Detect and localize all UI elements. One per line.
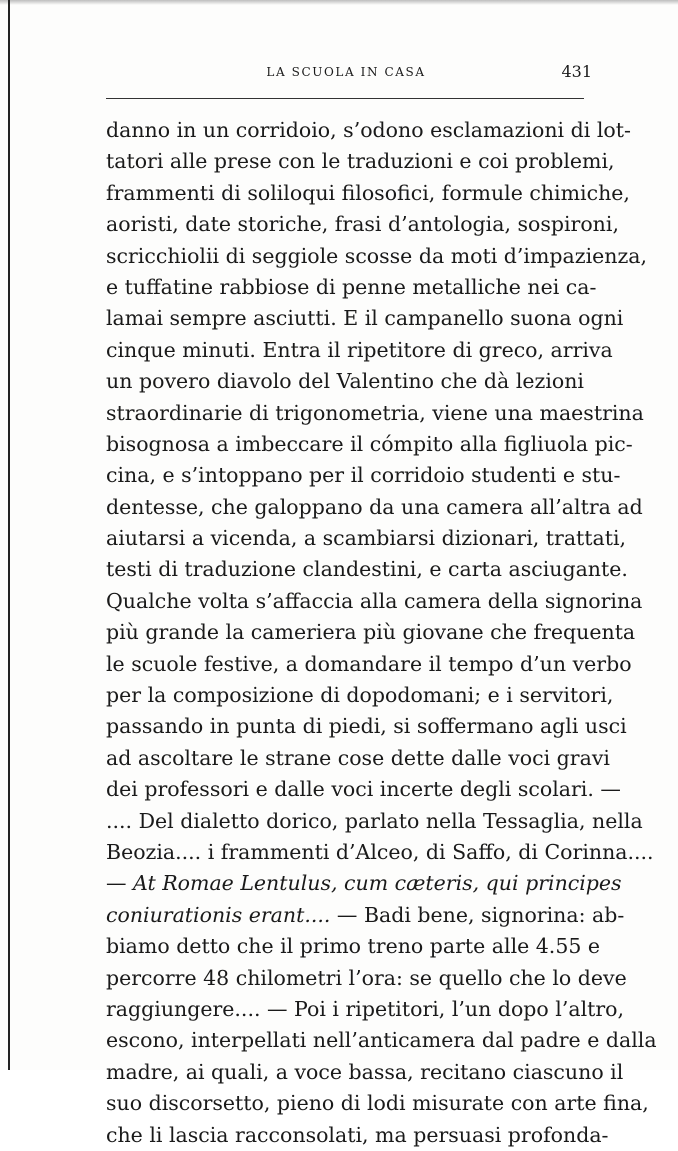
text-line: danno in un corridoio, s’odono esclamazioni di lot- [106,118,631,142]
latin-quote: At Romae Lentulus, cum cæteris, qui principes [133,871,622,896]
text-line: suo discorsetto, pieno di lodi misurate con arte fina, [106,1091,649,1116]
text-line: dei professori e dalle voci incerte degli scolari. — [106,777,621,802]
latin-quote-end: coniurationis erant.... [106,902,331,927]
page-number: 431 [561,62,592,81]
text-line: e tuffatine rabbiose di penne metalliche nei ca- [106,274,597,299]
scan-left-edge [8,0,10,1070]
header-rule [106,98,584,99]
text-line: più grande la cameriera più giovane che frequenta [106,620,636,645]
text-line-latin-quote [106,868,622,899]
text-line: lamai sempre asciutti. E il campanello suona ogni [106,306,624,331]
text-line: aoristi, date storiche, frasi d’antologia, sospironi, [106,212,619,237]
text-line: cina, e s’intoppano per il corridoio studenti e stu- [106,463,621,488]
text-line: tatori alle prese con le traduzioni e coi problemi, [106,149,615,174]
text-line: aiutarsi a vicenda, a scambiarsi dizionari, trattati, [106,526,627,551]
line-rest: — Badi bene, signorina: ab- [330,902,625,927]
text-line: bisognosa a imbeccare il cómpito alla figliuola pic- [106,431,633,456]
text-line: ad ascoltare le strane cose dette dalle voci gravi [106,745,610,770]
running-head [106,62,592,84]
text-line: per la composizione di dopodomani; e i servitori, [106,683,614,708]
text-line: .... Del dialetto dorico, parlato nella Tessaglia, nella [106,808,643,833]
text-line: percorre 48 chilometri l’ora: se quello che lo deve [106,965,627,990]
text-line: passando in punta di piedi, si soffermano agli usci [106,714,627,739]
text-line: scricchiolii di seggiole scosse da moti d’impazienza, [106,243,647,268]
text-line: Beozia.... i frammenti d’Alceo, di Saffo, di Corinna.... [106,839,654,864]
text-line: testi di traduzione clandestini, e carta asciugante. [106,557,628,582]
text-line: dentesse, che galoppano da una camera all’altra ad [106,494,643,519]
text-line: biamo detto che il primo treno parte alle 4.55 e [106,934,601,959]
text-line: cinque minuti. Entra il ripetitore di greco, arriva [106,337,613,362]
text-line: straordinarie di trigonometria, viene una maestrina [106,400,644,425]
text-line: un povero diavolo del Valentino che dà lezioni [106,369,584,394]
text-line-latin-quote-end [106,900,625,931]
text-line: che li lascia racconsolati, ma persuasi profonda- [106,1122,609,1147]
body-text [106,115,657,1151]
text-line: frammenti di soliloqui filosofici, formule chimiche, [106,180,630,205]
scan-top-shadow [0,0,678,5]
dash: — [106,871,134,896]
text-line: Qualche volta s’affaccia alla camera della signorina [106,588,643,613]
text-line: madre, ai quali, a voce bassa, recitano ciascuno il [106,1059,624,1084]
text-line: escono, interpellati nell’anticamera dal padre e dalla [106,1028,657,1053]
text-line: raggiungere.... — Poi i ripetitori, l’un dopo l’altro, [106,996,625,1021]
text-line: le scuole festive, a domandare il tempo d’un verbo [106,651,632,676]
running-title: LA SCUOLA IN CASA [266,65,426,79]
